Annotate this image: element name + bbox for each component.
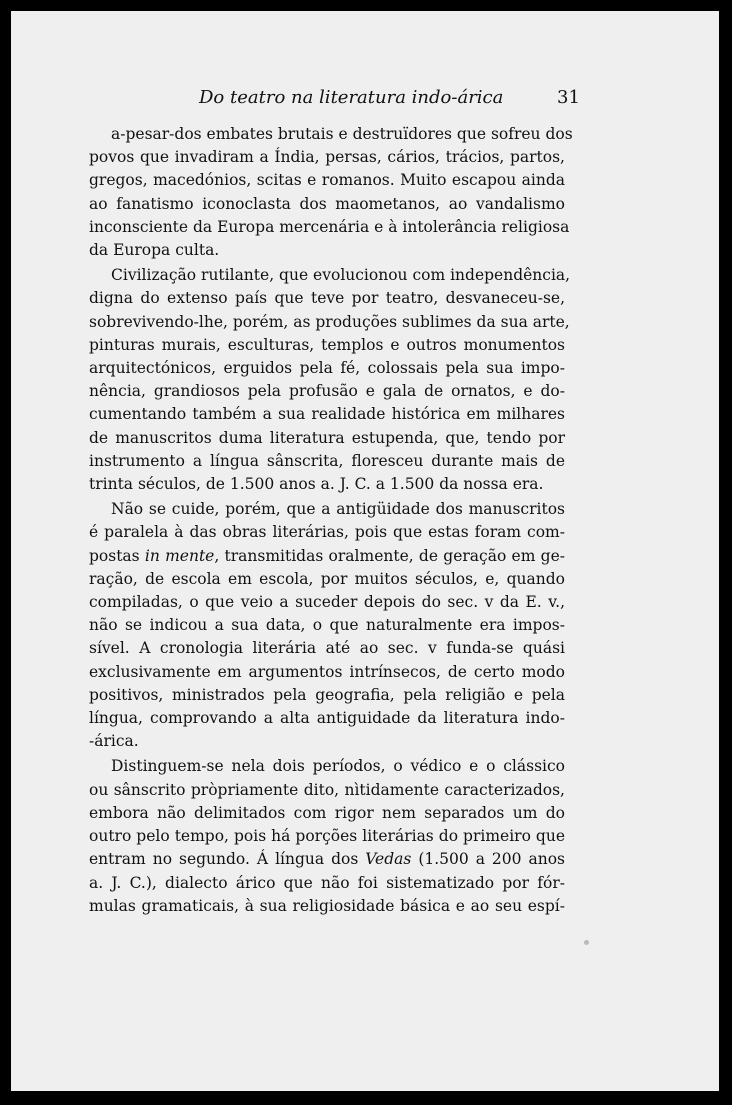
- text-line: Não se cuide, porém, que a antigüidade dos manuscritos: [111, 500, 565, 519]
- text-line: não se indicou a sua data, o que naturalmente era impos-: [89, 616, 565, 635]
- paragraph: [89, 264, 571, 496]
- text-line: cumentando também a sua realidade histórica em milhares: [89, 405, 565, 424]
- text-line: postas in mente, transmitidas oralmente, de geração em ge-: [89, 546, 565, 565]
- text-line: digna do extenso país que teve por teatro, desvaneceu-se,: [89, 289, 565, 308]
- text-line: Civilização rutilante, que evolucionou com independência,: [111, 266, 571, 285]
- text-line: ração, de escola em escola, por muitos séculos, e, quando: [89, 569, 565, 588]
- text-line: mulas gramaticais, à sua religiosidade básica e ao seu espí-: [89, 896, 565, 915]
- text-line: gregos, macedónios, scitas e romanos. Muito escapou ainda: [89, 171, 565, 190]
- paper-speck: [584, 940, 589, 945]
- text-line: de manuscritos duma literatura estupenda, que, tendo por: [89, 428, 565, 447]
- text-line: pinturas murais, esculturas, templos e outros monumentos: [89, 335, 565, 354]
- text-line: instrumento a língua sânscrita, floresceu durante mais de: [89, 451, 565, 470]
- text-line: Distinguem-se nela dois períodos, o védico e o clássico: [111, 757, 565, 776]
- page-header: [11, 81, 719, 117]
- text-line: ou sânscrito pròpriamente dito, nìtidamente caracterizados,: [89, 780, 565, 799]
- book-page: [11, 11, 719, 1091]
- text-line: arquitectónicos, erguidos pela fé, colossais pela sua impo-: [89, 359, 565, 378]
- running-title: Do teatro na literatura indo-árica: [199, 87, 504, 108]
- text-line: ao fanatismo iconoclasta dos maometanos, ao vandalismo: [89, 194, 565, 213]
- text-line: compiladas, o que veio a suceder depois do sec. v da E. v.,: [89, 593, 565, 612]
- text-line: exclusivamente em argumentos intrínsecos, de certo modo: [89, 662, 565, 681]
- text-line: trinta séculos, de 1.500 anos a. J. C. a 1.500 da nossa era.: [89, 475, 544, 494]
- page-number: 31: [557, 87, 580, 108]
- body-text: [89, 123, 573, 920]
- text-line: positivos, ministrados pela geografia, pela religião e pela: [89, 685, 565, 704]
- paragraph: [89, 755, 565, 917]
- text-line: a. J. C.), dialecto árico que não foi sistematizado por fór-: [89, 873, 565, 892]
- text-line: -árica.: [89, 732, 139, 751]
- text-line: povos que invadiram a Índia, persas, cários, trácios, partos,: [89, 148, 565, 167]
- text-line: outro pelo tempo, pois há porções literárias do primeiro que: [89, 827, 565, 846]
- text-line: a-pesar-dos embates brutais e destruïdores que sofreu dos: [111, 125, 573, 143]
- paragraph: [89, 123, 573, 262]
- text-line: nência, grandiosos pela profusão e gala de ornatos, e do-: [89, 382, 565, 401]
- paragraph: [89, 498, 565, 753]
- text-line: da Europa culta.: [89, 241, 220, 260]
- text-line: entram no segundo. Á língua dos Vedas (1.500 a 200 anos: [89, 850, 566, 869]
- text-line: língua, comprovando a alta antiguidade da literatura indo-: [89, 709, 565, 728]
- italic-term: Vedas: [365, 850, 412, 869]
- text-line: sobrevivendo-lhe, porém, as produções sublimes da sua arte,: [89, 312, 570, 331]
- text-line: inconsciente da Europa mercenária e à intolerância religiosa: [89, 217, 570, 236]
- italic-term: in mente: [144, 546, 215, 565]
- text-line: embora não delimitados com rigor nem separados um do: [89, 803, 565, 822]
- text-line: é paralela à das obras literárias, pois que estas foram com-: [89, 523, 565, 542]
- text-line: sível. A cronologia literária até ao sec. v funda-se quási: [89, 639, 565, 658]
